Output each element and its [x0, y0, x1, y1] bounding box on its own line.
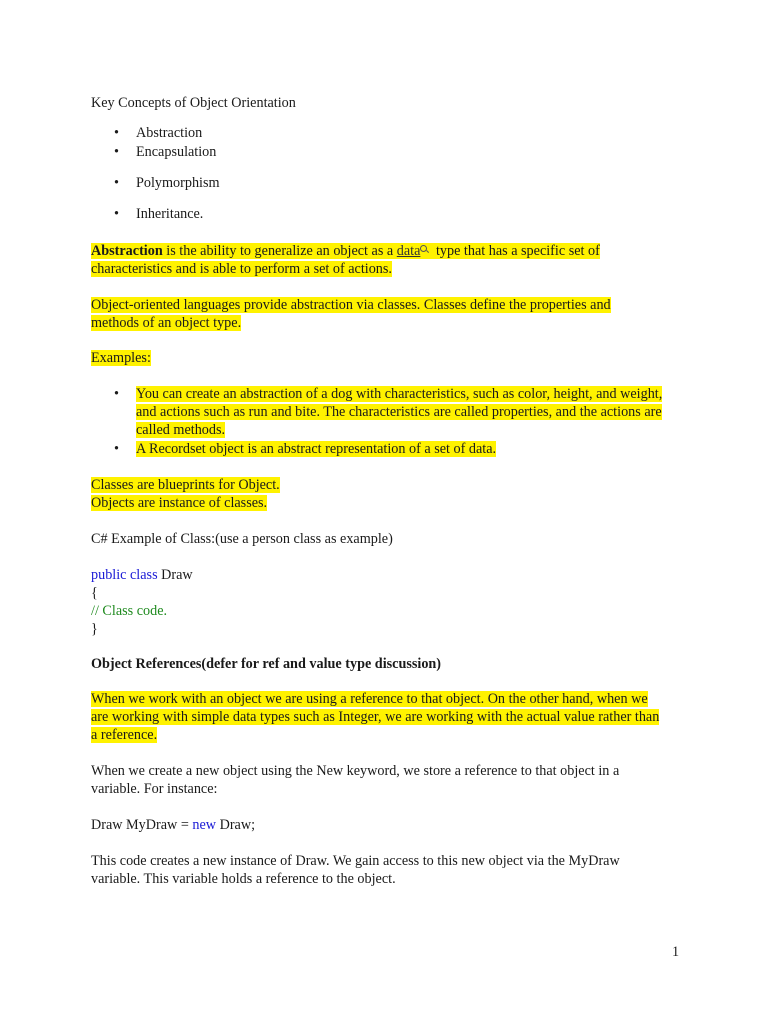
- code-sample-class: public class Draw { // Class code. }: [91, 567, 193, 637]
- code-sample-new: Draw MyDraw = new Draw;: [91, 817, 256, 833]
- object-references-heading: Object References(defer for ref and value type discussion): [91, 656, 442, 672]
- references-paragraph: When we work with an object we are using a reference to that object. On the other hand, when we are working with simple data types such as Integer, we are working with the actual value rather than a reference.: [91, 691, 660, 743]
- code-keyword: public class: [91, 567, 158, 583]
- bullet-dot-icon: •: [114, 125, 119, 141]
- page-heading: Key Concepts of Object Orientation: [91, 95, 296, 111]
- bullet-dot-icon: •: [114, 175, 119, 191]
- page-number: 1: [672, 944, 680, 960]
- bullet-dot-icon: •: [114, 144, 119, 160]
- code-keyword: new: [192, 817, 217, 833]
- bullet-dot-icon: •: [114, 386, 119, 402]
- abstraction-term: Abstraction: [91, 243, 163, 259]
- instance-paragraph: This code creates a new instance of Draw. We gain access to this new object via the MyDraw variable. This variable holds a reference to the object.: [91, 853, 620, 887]
- new-keyword-paragraph: When we create a new object using the New keyword, we store a reference to that object in a variable. For instance:: [91, 763, 620, 797]
- csharp-example-label: C# Example of Class:(use a person class as example): [91, 531, 393, 547]
- data-link[interactable]: data: [396, 243, 421, 259]
- bullet-dot-icon: •: [114, 206, 119, 222]
- document-page: Key Concepts of Object Orientation • Abstraction • Encapsulation • Polymorphism • Inheritance. Abstraction is the ability to generalize an object as a data type that has a specific set of characteristics and is able to perform a set of actions. Object-oriented languages provide abstraction via classes. Classes define the properties and methods of an object type. Examples: • You can create an abstraction of a dog with characteristics, such as color, height, and weight, and actions such as run and bite. The characteristics are called properties, and the actions are called methods. • A Recordset object is an abstract representation of a set of data. Classes are blueprints for Object. Objects are instance of classes. C# Example of Class:(use a person class as example) public class Draw { // Class code. } Object References(defer for ref and value type discussion) When we work with an object we are using a reference to that object. On the other hand, when we are working with simple data types such as Integer, we are working with the actual value rather than a reference. When we create a new object using the New keyword, we store a reference to that object in a variable. For instance: Draw MyDraw = new Draw; This code creates a new instance of Draw. We gain access to this new object via the MyDraw variable. This variable holds a reference to the object. 1: [91, 95, 680, 960]
- code-comment: // Class code.: [91, 603, 168, 619]
- classes-paragraph: Object-oriented languages provide abstraction via classes. Classes define the properties and methods of an object type.: [91, 297, 611, 331]
- abstraction-paragraph: Abstraction is the ability to generalize an object as a data type that has a specific set of characteristics and is able to perform a set of actions.: [91, 243, 600, 277]
- blueprint-paragraph: Classes are blueprints for Object. Objects are instance of classes.: [91, 477, 280, 511]
- magnifier-icon[interactable]: [420, 245, 429, 254]
- bullet-dot-icon: •: [114, 441, 119, 457]
- examples-label: Examples:: [91, 350, 151, 366]
